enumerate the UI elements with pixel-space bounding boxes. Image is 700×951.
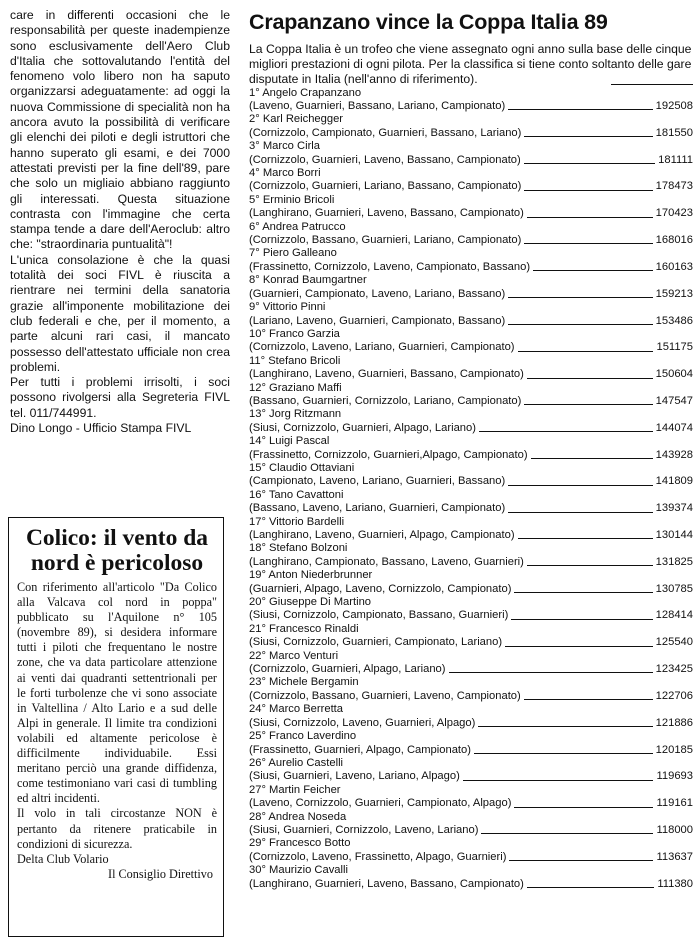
colico-box-article (8, 517, 224, 937)
ranking-pilot-line (249, 596, 693, 609)
ranking-detail-line (249, 797, 693, 810)
ranking-position: 19° (249, 569, 266, 582)
ranking-points: 128414 (655, 609, 693, 622)
ranking-pilot-name: Claudio Ottaviani (269, 461, 355, 474)
ranking-detail-line (249, 315, 693, 328)
ranking-position: 22° (249, 649, 266, 662)
ranking-position: 20° (249, 596, 266, 609)
ranking-leader-line (481, 833, 653, 834)
ranking-points: 130785 (655, 582, 693, 595)
ranking-detail-line (249, 154, 693, 167)
ranking-pilot-name: Stefano Bricoli (268, 354, 341, 367)
ranking-pilot-line (249, 435, 693, 448)
ranking-competitions: (Langhirano, Laveno, Guarnieri, Bassano, Campionato) (249, 368, 524, 381)
ranking-points: 139374 (655, 502, 693, 515)
ranking-position: 7° (249, 247, 260, 260)
ranking-pilot-line (249, 140, 693, 153)
ranking-points: 122706 (655, 689, 693, 702)
ranking-points: 168016 (655, 234, 693, 247)
ranking-entry (249, 516, 693, 543)
ranking-leader-line (463, 780, 654, 781)
ranking-entry (249, 811, 693, 838)
ranking-points: 111380 (657, 877, 693, 890)
ranking-competitions: (Lariano, Laveno, Guarnieri, Campionato, Bassano) (249, 314, 506, 327)
ranking-leader-line (531, 458, 653, 459)
ranking-position: 24° (249, 703, 266, 716)
left-article (10, 8, 230, 436)
ranking-pilot-line (249, 489, 693, 502)
ranking-entry (249, 650, 693, 677)
ranking-competitions: (Langhirano, Guarnieri, Laveno, Bassano, Campionato) (249, 207, 524, 220)
ranking-position: 26° (249, 756, 266, 769)
ranking-detail-line (249, 609, 693, 622)
ranking-pilot-line (249, 113, 693, 126)
ranking-entry (249, 408, 693, 435)
ranking-detail-line (249, 100, 693, 113)
ranking-detail-line (249, 502, 693, 515)
ranking-position: 17° (249, 515, 266, 528)
ranking-leader-line (527, 887, 654, 888)
ranking-leader-line (524, 190, 652, 191)
ranking-pilot-name: Martin Feicher (269, 783, 341, 796)
ranking-detail-line (249, 261, 693, 274)
ranking-pilot-name: Francesco Rinaldi (269, 622, 359, 635)
ranking-pilot-line (249, 167, 693, 180)
ranking-entry (249, 569, 693, 596)
ranking-position: 1° (249, 86, 260, 99)
ranking-competitions: (Bassano, Guarnieri, Cornizzolo, Lariano, Campionato) (249, 394, 522, 407)
ranking-points: 119161 (656, 797, 693, 810)
ranking-leader-line (524, 243, 652, 244)
ranking-points: 131825 (655, 555, 693, 568)
ranking-leader-line (508, 324, 652, 325)
ranking-position: 30° (249, 864, 266, 877)
colico-article-title: Colico: il vento da nord è pericoloso (25, 525, 209, 576)
ranking-leader-line (514, 807, 653, 808)
ranking-entry (249, 113, 693, 140)
ranking-entry (249, 703, 693, 730)
ranking-detail-line (249, 878, 693, 891)
ranking-entry (249, 542, 693, 569)
ranking-competitions: (Guarnieri, Campionato, Laveno, Lariano, Bassano) (249, 287, 506, 300)
ranking-pilot-line (249, 328, 693, 341)
ranking-position: 11° (249, 354, 266, 367)
ranking-position: 15° (249, 461, 266, 474)
ranking-pilot-line (249, 274, 693, 287)
ranking-points: 159213 (655, 287, 693, 300)
ranking-detail-line (249, 422, 693, 435)
ranking-pilot-name: Jorg Ritzmann (269, 408, 342, 421)
ranking-leader-line (508, 109, 652, 110)
ranking-position: 6° (249, 220, 260, 233)
ranking-detail-line (249, 207, 693, 220)
ranking-leader-line (514, 592, 652, 593)
ranking-competitions: (Cornizzolo, Bassano, Guarnieri, Lariano, Campionato) (249, 234, 522, 247)
ranking-leader-line (527, 378, 653, 379)
ranking-leader-line (518, 538, 653, 539)
ranking-points: 141809 (655, 475, 693, 488)
left-article-signature: Dino Longo - Ufficio Stampa FIVL (10, 421, 192, 436)
ranking-points: 119693 (656, 770, 693, 783)
ranking-detail-line (249, 529, 693, 542)
ranking-position: 3° (249, 140, 260, 153)
ranking-pilot-line (249, 355, 693, 368)
ranking-detail-line (249, 690, 693, 703)
ranking-competitions: (Laveno, Cornizzolo, Guarnieri, Campionato, Alpago) (249, 797, 512, 810)
ranking-pilot-name: Luigi Pascal (269, 435, 330, 448)
ranking-pilot-line (249, 811, 693, 824)
ranking-points: 143928 (655, 448, 693, 461)
coppa-italia-title: Crapanzano vince la Coppa Italia 89 (249, 10, 608, 34)
ranking-position: 2° (249, 113, 260, 126)
ranking-competitions: (Cornizzolo, Guarnieri, Alpago, Lariano) (249, 663, 446, 676)
ranking-pilot-name: Marco Venturi (269, 649, 339, 662)
ranking-pilot-name: Marco Borri (262, 167, 321, 180)
ranking-detail-line (249, 127, 693, 140)
ranking-detail-line (249, 770, 693, 783)
ranking-detail-line (249, 824, 693, 837)
ranking-entry (249, 730, 693, 757)
ranking-position: 9° (249, 301, 260, 314)
ranking-competitions: (Langhirano, Laveno, Guarnieri, Alpago, Campionato) (249, 529, 515, 542)
ranking-points: 153486 (655, 314, 693, 327)
ranking-competitions: (Bassano, Laveno, Lariano, Guarnieri, Campionato) (249, 502, 506, 515)
ranking-detail-line (249, 636, 693, 649)
ranking-position: 28° (249, 810, 266, 823)
ranking-pilot-name: Maurizio Cavalli (269, 864, 348, 877)
ranking-entry (249, 194, 693, 221)
ranking-detail-line (249, 851, 693, 864)
ranking-pilot-line (249, 194, 693, 207)
ranking-points: 178473 (655, 180, 693, 193)
ranking-pilot-line (249, 516, 693, 529)
ranking-pilot-line (249, 301, 693, 314)
ranking-points: 192508 (655, 100, 693, 113)
ranking-pilot-name: Franco Garzia (269, 327, 340, 340)
ranking-pilot-name: Francesco Botto (269, 837, 351, 850)
coppa-italia-article (249, 8, 693, 891)
ranking-competitions: (Langhirano, Guarnieri, Laveno, Bassano, Campionato) (249, 877, 524, 890)
ranking-pilot-name: Aurelio Castelli (268, 756, 344, 769)
ranking-pilot-line (249, 247, 693, 260)
ranking-points: 181550 (655, 126, 693, 139)
ranking-position: 4° (249, 167, 260, 180)
ranking-entry (249, 355, 693, 382)
ranking-entry (249, 757, 693, 784)
ranking-pilot-line (249, 784, 693, 797)
ranking-leader-line (533, 270, 653, 271)
ranking-competitions: (Siusi, Guarnieri, Cornizzolo, Laveno, Lariano) (249, 823, 479, 836)
ranking-competitions: (Siusi, Cornizzolo, Guarnieri, Campionato, Lariano) (249, 636, 503, 649)
ranking-points: 123425 (655, 663, 693, 676)
ranking-detail-line (249, 368, 693, 381)
ranking-entry (249, 623, 693, 650)
ranking-detail-line (249, 234, 693, 247)
ranking-pilot-name: Vittorio Pinni (262, 301, 326, 314)
ranking-pilot-name: Graziano Maffi (269, 381, 342, 394)
ranking-pilot-line (249, 221, 693, 234)
ranking-points: 160163 (655, 260, 693, 273)
ranking-pilot-name: Marco Berretta (269, 703, 344, 716)
ranking-pilot-name: Michele Bergamin (269, 676, 359, 689)
ranking-detail-line (249, 744, 693, 757)
ranking-entry (249, 140, 693, 167)
ranking-pilot-line (249, 730, 693, 743)
ranking-detail-line (249, 180, 693, 193)
ranking-pilot-name: Karl Reichegger (262, 113, 344, 126)
ranking-pilot-line (249, 864, 693, 877)
ranking-competitions: (Siusi, Cornizzolo, Guarnieri, Alpago, Lariano) (249, 421, 476, 434)
ranking-competitions: (Cornizzolo, Guarnieri, Laveno, Bassano, Campionato) (249, 153, 521, 166)
ranking-position: 27° (249, 783, 266, 796)
ranking-position: 21° (249, 622, 266, 635)
ranking-competitions: (Langhirano, Campionato, Bassano, Laveno, Guarnieri) (249, 555, 524, 568)
ranking-leader-line (524, 404, 652, 405)
ranking-points: 144074 (655, 421, 693, 434)
ranking-detail-line (249, 556, 693, 569)
ranking-leader-line (524, 699, 653, 700)
ranking-points: 120185 (655, 743, 693, 756)
ranking-pilot-line (249, 837, 693, 850)
ranking-entry (249, 221, 693, 248)
ranking-competitions: (Siusi, Guarnieri, Laveno, Lariano, Alpago) (249, 770, 460, 783)
ranking-entry (249, 382, 693, 409)
ranking-entry (249, 301, 693, 328)
ranking-leader-line (474, 753, 653, 754)
ranking-position: 13° (249, 408, 266, 421)
ranking-points: 147547 (655, 394, 693, 407)
ranking-leader-line (508, 485, 652, 486)
ranking-position: 12° (249, 381, 266, 394)
ranking-competitions: (Laveno, Guarnieri, Bassano, Lariano, Campionato) (249, 100, 506, 113)
ranking-pilot-name: Marco Cirla (262, 140, 321, 153)
ranking-leader-line (524, 136, 652, 137)
ranking-leader-line (449, 672, 653, 673)
ranking-list (249, 87, 693, 891)
ranking-detail-line (249, 449, 693, 462)
ranking-pilot-line (249, 757, 693, 770)
ranking-pilot-name: Stefano Bolzoni (269, 542, 348, 555)
ranking-points: 118000 (656, 823, 693, 836)
ranking-entry (249, 167, 693, 194)
ranking-position: 16° (249, 488, 266, 501)
ranking-leader-line (527, 217, 653, 218)
ranking-pilot-name: Andrea Noseda (268, 810, 347, 823)
ranking-position: 23° (249, 676, 266, 689)
ranking-competitions: (Guarnieri, Alpago, Laveno, Cornizzolo, Campionato) (249, 582, 512, 595)
ranking-competitions: (Cornizzolo, Campionato, Guarnieri, Bassano, Lariano) (249, 126, 522, 139)
ranking-position: 5° (249, 193, 260, 206)
ranking-pilot-name: Giuseppe Di Martino (269, 596, 372, 609)
ranking-pilot-line (249, 462, 693, 475)
ranking-entry (249, 489, 693, 516)
ranking-entry (249, 328, 693, 355)
ranking-leader-line (505, 646, 653, 647)
ranking-competitions: (Siusi, Cornizzolo, Laveno, Guarnieri, Alpago) (249, 716, 476, 729)
ranking-competitions: (Frassinetto, Cornizzolo, Laveno, Campionato, Bassano) (249, 260, 531, 273)
ranking-detail-line (249, 395, 693, 408)
ranking-pilot-line (249, 87, 693, 100)
ranking-leader-line (478, 726, 652, 727)
ranking-pilot-name: Konrad Baumgartner (262, 274, 367, 287)
ranking-leader-line (508, 512, 652, 513)
ranking-leader-line (527, 565, 653, 566)
ranking-points: 151175 (656, 341, 693, 354)
ranking-pilot-line (249, 676, 693, 689)
ranking-leader-line (511, 619, 652, 620)
left-article-paragraph-2: L'unica consolazione è che la quasi totalità dei soci FIVL è riuscita a rientrare nei termini della sanatoria grazie all'imponente mobilitazione dei club federali e che, per il momento, a parte alcuni rari casi, il mancato possesso dell'attestato ufficiale non crea problemi. (10, 252, 230, 374)
ranking-detail-line (249, 475, 693, 488)
ranking-entry (249, 784, 693, 811)
ranking-points: 121886 (655, 716, 693, 729)
ranking-pilot-line (249, 382, 693, 395)
ranking-detail-line (249, 288, 693, 301)
ranking-pilot-line (249, 703, 693, 716)
ranking-entry (249, 837, 693, 864)
ranking-position: 25° (249, 730, 266, 743)
ranking-competitions: (Cornizzolo, Laveno, Lariano, Guarnieri, Campionato) (249, 341, 515, 354)
coppa-italia-intro: La Coppa Italia è un trofeo che viene assegnato ogni anno sulla base delle cinque migliori prestazioni di ogni pilota. Per la classifica si tiene conto soltanto delle gare disputate in Italia (nell'anno di riferimento). (249, 42, 692, 87)
ranking-detail-line (249, 583, 693, 596)
ranking-leader-line (509, 860, 653, 861)
ranking-pilot-name: Andrea Patrucco (262, 220, 346, 233)
ranking-leader-line (518, 351, 654, 352)
colico-article-signature-board: Il Consiglio Direttivo (108, 866, 213, 881)
ranking-competitions: (Siusi, Cornizzolo, Campionato, Bassano, Guarnieri) (249, 609, 509, 622)
colico-article-paragraph-1: Con riferimento all'articolo "Da Colico alla Valcava col nord in poppa" pubblicato su l'Aquilone n° 105 (novembre 89), si desidera informare tutti i piloti che frequentano le nostre zone, che va data particolare attenzione ai venti dai quadranti settentrionali per le forti turbolenze che vi sono associate in Valtellina / Alto Lario e a sud delle Alpi in generale. Il limite tra condizioni volabili ed altamente pericolose è difficilmente individuabile. Essi meritano perciò una grande diffidenza, come testimoniano vari casi di tumbling ed altri incidenti. (17, 580, 217, 806)
ranking-pilot-name: Angelo Crapanzano (262, 86, 362, 99)
ranking-points: 170423 (655, 207, 693, 220)
ranking-detail-line (249, 663, 693, 676)
ranking-competitions: (Cornizzolo, Bassano, Guarnieri, Laveno, Campionato) (249, 689, 521, 702)
ranking-leader-line (524, 163, 655, 164)
ranking-points: 150604 (655, 368, 693, 381)
ranking-entry (249, 676, 693, 703)
ranking-detail-line (249, 341, 693, 354)
ranking-entry (249, 435, 693, 462)
ranking-leader-line (479, 431, 653, 432)
colico-article-paragraph-2: Il volo in tali circostanze NON è pertanto da ritenere praticabile in condizioni di sicurezza. (17, 806, 217, 851)
ranking-pilot-name: Anton Niederbrunner (268, 569, 373, 582)
ranking-points: 125540 (655, 636, 693, 649)
ranking-points: 113637 (656, 850, 693, 863)
ranking-leader-line (508, 297, 652, 298)
ranking-competitions: (Frassinetto, Cornizzolo, Guarnieri,Alpago, Campionato) (249, 448, 528, 461)
left-article-paragraph-3: Per tutti i problemi irrisolti, i soci possono rivolgersi alla Segreteria FIVL tel. 011/744991. (10, 375, 230, 420)
ranking-position: 29° (249, 837, 266, 850)
ranking-pilot-name: Franco Laverdino (269, 730, 357, 743)
ranking-pilot-name: Erminio Bricoli (262, 193, 335, 206)
ranking-entry (249, 274, 693, 301)
ranking-entry (249, 864, 693, 891)
ranking-entry (249, 247, 693, 274)
ranking-competitions: (Cornizzolo, Laveno, Frassinetto, Alpago, Guarnieri) (249, 850, 507, 863)
ranking-points: 181111 (658, 153, 693, 166)
ranking-pilot-line (249, 623, 693, 636)
ranking-pilot-name: Piero Galleano (262, 247, 337, 260)
colico-article-signature-club: Delta Club Volario (17, 851, 109, 866)
ranking-entry (249, 596, 693, 623)
ranking-competitions: (Cornizzolo, Guarnieri, Lariano, Bassano, Campionato) (249, 180, 522, 193)
ranking-pilot-name: Tano Cavattoni (268, 488, 344, 501)
ranking-competitions: (Frassinetto, Guarnieri, Alpago, Campionato) (249, 743, 471, 756)
ranking-entry (249, 87, 693, 114)
ranking-position: 14° (249, 435, 266, 448)
ranking-entry (249, 462, 693, 489)
ranking-detail-line (249, 717, 693, 730)
intro-underline-divider (611, 84, 693, 85)
ranking-position: 8° (249, 274, 260, 287)
ranking-pilot-line (249, 542, 693, 555)
ranking-points: 130144 (655, 529, 693, 542)
left-article-paragraph-1: care in differenti occasioni che le responsabilità per queste inadempienze sono esclusivamente dell'Aero Club d'Italia che sottovalutando l'entità del fenomeno volo libero non ha saputo organizzarsi adeguatamente: ad oggi la nuova Commissione di specialità non ha ancora avuto la possibilità di verificare gli elenchi dei piloti e degli istruttori che hanno superato gli esami, e dei 7000 attestati previsti per la fine dell'89, pare che solo un migliaio abbiano raggiunto gli interessati. Questa situazione contrasta con l'immagine che certa stampa tende a dare dell'Aeroclub: altro che: "straordinaria puntualità"! (10, 8, 230, 252)
ranking-competitions: (Campionato, Laveno, Lariano, Guarnieri, Bassano) (249, 475, 506, 488)
ranking-position: 18° (249, 542, 266, 555)
ranking-position: 10° (249, 327, 266, 340)
ranking-pilot-line (249, 569, 693, 582)
ranking-pilot-line (249, 650, 693, 663)
ranking-pilot-name: Vittorio Bardelli (269, 515, 345, 528)
ranking-pilot-line (249, 408, 693, 421)
